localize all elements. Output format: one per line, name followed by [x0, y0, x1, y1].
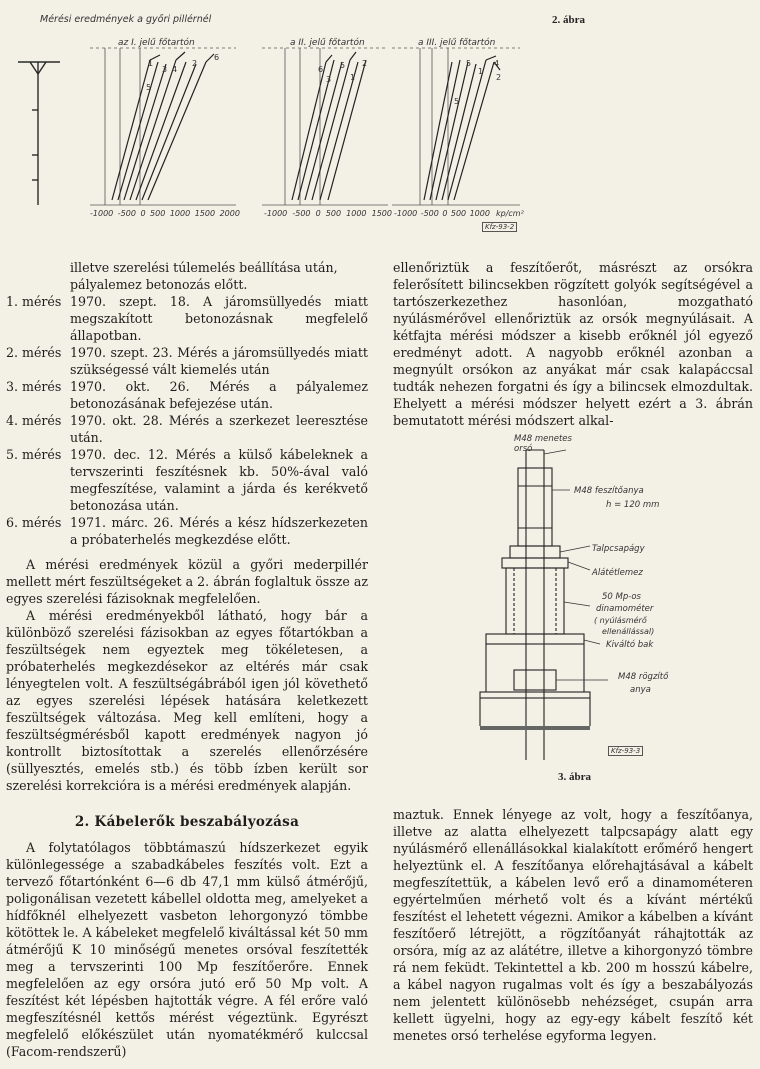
label-nut-height: h = 120 mm [606, 500, 660, 510]
block [486, 634, 584, 644]
measurement-num: 5. mérés [6, 447, 62, 462]
measurement-num: 6. mérés [6, 515, 62, 530]
tick-label: 2000 [219, 209, 240, 218]
svg-text:5: 5 [340, 61, 346, 70]
tick-label: 500 [325, 209, 342, 218]
svg-text:3: 3 [162, 65, 168, 74]
list-item [6, 259, 368, 276]
figure-3 [470, 430, 685, 765]
washer [502, 558, 568, 568]
tick-label: 0 [442, 209, 448, 218]
svg-text:6: 6 [318, 65, 324, 74]
tensioning-nut [518, 468, 552, 546]
axis-ticks-panel-2 [264, 209, 392, 218]
tick-label: -500 [292, 209, 311, 218]
tick-label: 0 [140, 209, 146, 218]
label-fix-nut-2: anya [630, 685, 651, 695]
svg-text:1: 1 [478, 67, 484, 76]
svg-text:4: 4 [172, 65, 178, 74]
figure-3-code: Kfz-93-3 [608, 746, 643, 756]
tick-label: -1000 [90, 209, 114, 218]
svg-text:4: 4 [494, 59, 500, 68]
svg-text:1: 1 [148, 59, 154, 68]
stress-diagram [0, 0, 540, 240]
measurement-text: 1970. szept. 23. Mérés a járomsüllyedés miatt szükségessé vált kiemelés után [70, 345, 368, 377]
measurement-item [6, 412, 368, 446]
tick-label: 500 [450, 209, 467, 218]
svg-text:6: 6 [214, 53, 220, 62]
tick-label: 1000 [469, 209, 490, 218]
tick-label: 1000 [346, 209, 367, 218]
svg-text:1: 1 [350, 73, 356, 82]
paragraph: maztuk. Ennek lényege az volt, hogy a feszítőanya, illetve az alatta elhelyezett talpcsapágy alatt egy nyúlásmérő ellenállásokkal kialakított erőmérő hengert helyeztünk el. A feszítőanya előrehajtásával a kábelt megfeszítettük, a kábelen levő erő a dinamométeren egyértelműen mérhető volt és a kívánt mértékű feszítést el lehetett végezni. Amikor a kábelben a kívánt feszítőerő létrejött, a rögzítőanyát ráhajtották az orsóra, míg az az alátétre, illetve a kihorgonyzó tömbre rá nem feküdt. Tekintettel a kb. 200 m hosszú kábelre, a kábel nagyon rugalmas volt és így a beszabályozás nem jelentett különösebb nehézséget, csupán arra kellett ügyelni, hogy az egy-egy kábelt feszítő két menetes orsó terhelése egyforma legyen. [393, 807, 753, 1043]
label-dynamometer-4: ellenállással) [602, 627, 655, 636]
figure-2-title: Mérési eredmények a győri pillérnél [40, 14, 212, 25]
list-item [6, 276, 368, 293]
curves-panel-3 [424, 56, 500, 200]
svg-text:5: 5 [454, 97, 460, 106]
label-rod-top: M48 menetes orsó [514, 434, 572, 454]
paragraph: A mérési eredmények közül a győri mederpillér mellett mért feszültségeket a 2. ábrán foglaltuk össze az egyes szerelési fázisoknak megfelelően. [6, 557, 368, 606]
svg-text:2: 2 [496, 73, 502, 82]
tick-label: -500 [117, 209, 136, 218]
paragraph: A mérési eredményekből látható, hogy bár a különböző szerelési fázisokban az egyes főtartókban a feszültségek nem egyeztek meg tökéletesen, a próbaterhelés megkezdésekor az eltérés már csak lényegtelen volt. A feszültségábrából igen jól követhető az egyes szerelési lépések hatására keletkezett feszültségek változása. Meg kell említeni, hogy a feszültségmérésből kapott eredmények nagyon jó kontrollt biztosítottak a szerelés ellenőrzésére (süllyesztés, emelés stb.) és több ízben került sor szerelési korrekcióra is a mérési eredmények alapján. [6, 608, 368, 793]
measurement-text: 1970. szept. 18. A járomsüllyedés miatt megszakított betonozásnak megfelelő állapotban. [70, 294, 368, 343]
curves-panel-1 [112, 52, 214, 200]
label-dynamometer-1: 50 Mp-os [602, 592, 641, 602]
label-washer: Alátétlemez [592, 568, 643, 578]
svg-text:2: 2 [192, 59, 198, 68]
label-fix-nut-1: M48 rögzítő [618, 672, 669, 682]
svg-text:5: 5 [146, 83, 152, 92]
panel-label-3: a III. jelű főtartón [418, 38, 496, 48]
measurement-text: 1970. okt. 28. Mérés a szerkezet leeresztése után. [70, 413, 368, 445]
svg-text:5: 5 [466, 59, 472, 68]
paragraph: ellenőriztük a feszítőerőt, másrészt az orsókra felerősített bilincsekben rögzített golyók segítségével a tartószerkezethez hasonlóan, mozgatható nyúlásmérővel ellenőriztük az orsók megnyúlásait. A kétfajta mérési módszer a kisebb erőknél jól egyező eredményt adott. A nagyobb erőknél azonban a megnyúlt orsókon az anyákat már csak kalapáccsal tudták nehezen forgatni és így a bilincsek elmozdultak. Ehelyett a mérési módszer helyett ezért a 3. ábrán bemutatott mérési módszert alkal- [393, 260, 753, 428]
hatching [480, 726, 590, 730]
label-dynamometer-3: ( nyúlásmérő [594, 616, 647, 625]
label-nut: M48 feszítőanya [574, 486, 644, 496]
paragraph: A folytatólagos többtámaszú hídszerkezet egyik különlegessége a szabadkábeles feszítés volt. Ezt a tervező főtartónként 6—6 db 47,1 mm külső átmérőjű, poligonálisan vezetett kábellel oldotta meg, amelyeket a hídfőknél elhelyezett vasbeton lehorgonyzó tömbbe kötöttek le. A kábeleket megfelelő kiváltással két 50 mm átmérőjű K 10 minőségű menetes orsóval feszítették meg a tervszerinti 100 Mp feszítőerőre. Ennek megfelelően az egy orsóra jutó erő 50 Mp volt. A feszítést két lépésben hajtották végre. A fél erőre való megfeszítésnél kettős mérést végeztünk. Egyrészt megfelelő előkészület után nyomatékmérő kulccsal (Facom-rendszerű) [6, 840, 369, 1059]
tick-label: -1000 [264, 209, 288, 218]
measurement-num: 1. mérés [6, 294, 62, 309]
measurement-item [6, 514, 368, 548]
left-column [6, 259, 368, 1060]
panel-label-2: a II. jelű főtartón [290, 38, 365, 48]
measurement-item [6, 378, 368, 412]
measurement-num: 2. mérés [6, 345, 62, 360]
measurement-text: 1970. dec. 12. Mérés a külső kábeleknek a tervszerinti feszítésnek kb. 50%-ával való megfeszítése, valamint a járda és kerékvető betonozása után. [70, 447, 368, 513]
right-column-bottom [393, 806, 753, 1044]
panel-label-1: az I. jelű főtartón [118, 38, 195, 48]
fixing-nut [514, 670, 556, 690]
measurement-item [6, 293, 368, 344]
label-block: Kiváltó bak [606, 640, 654, 650]
panel-3 [392, 48, 520, 205]
tick-label: -1000 [394, 209, 418, 218]
tick-label: 1500 [371, 209, 392, 218]
axis-unit: kp/cm² [496, 209, 524, 218]
intro-line-2: pályalemez betonozás előtt. [70, 277, 248, 292]
svg-text:3: 3 [326, 75, 332, 84]
axis-ticks-panel-1 [90, 209, 240, 218]
figure-2-caption: 2. ábra [552, 14, 585, 26]
measurement-item [6, 446, 368, 514]
measurement-text: 1970. okt. 26. Mérés a pályalemez betonozásának befejezése után. [70, 379, 368, 411]
intro-line-1: illetve szerelési túlemelés beállítása után, [70, 260, 338, 275]
pier-schematic [18, 62, 60, 205]
bearing [510, 546, 560, 558]
measurement-text: 1971. márc. 26. Mérés a kész hídszerkezeten a próbaterhelés megkezdése előtt. [70, 515, 368, 547]
tick-label: 1000 [169, 209, 191, 218]
label-bearing: Talpcsapágy [592, 544, 645, 554]
axis-ticks-panel-3 [394, 209, 490, 218]
measurement-num: 4. mérés [6, 413, 62, 428]
tick-label: 1500 [194, 209, 216, 218]
tick-label: -500 [420, 209, 439, 218]
tick-label: 0 [315, 209, 321, 218]
svg-text:2: 2 [362, 59, 368, 68]
section-heading: 2. Kábelerők beszabályozása [74, 814, 300, 830]
label-dynamometer-2: dinamométer [596, 604, 654, 614]
figure-2 [0, 0, 540, 240]
right-column-top [393, 259, 753, 429]
figure-3-caption: 3. ábra [558, 771, 591, 783]
dynamometer [506, 568, 564, 634]
dynamometer-drawing [470, 430, 685, 765]
figure-2-code: Kfz-93-2 [482, 222, 517, 232]
measurement-item [6, 344, 368, 378]
tick-label: 500 [150, 209, 166, 218]
measurement-num: 3. mérés [6, 379, 62, 394]
